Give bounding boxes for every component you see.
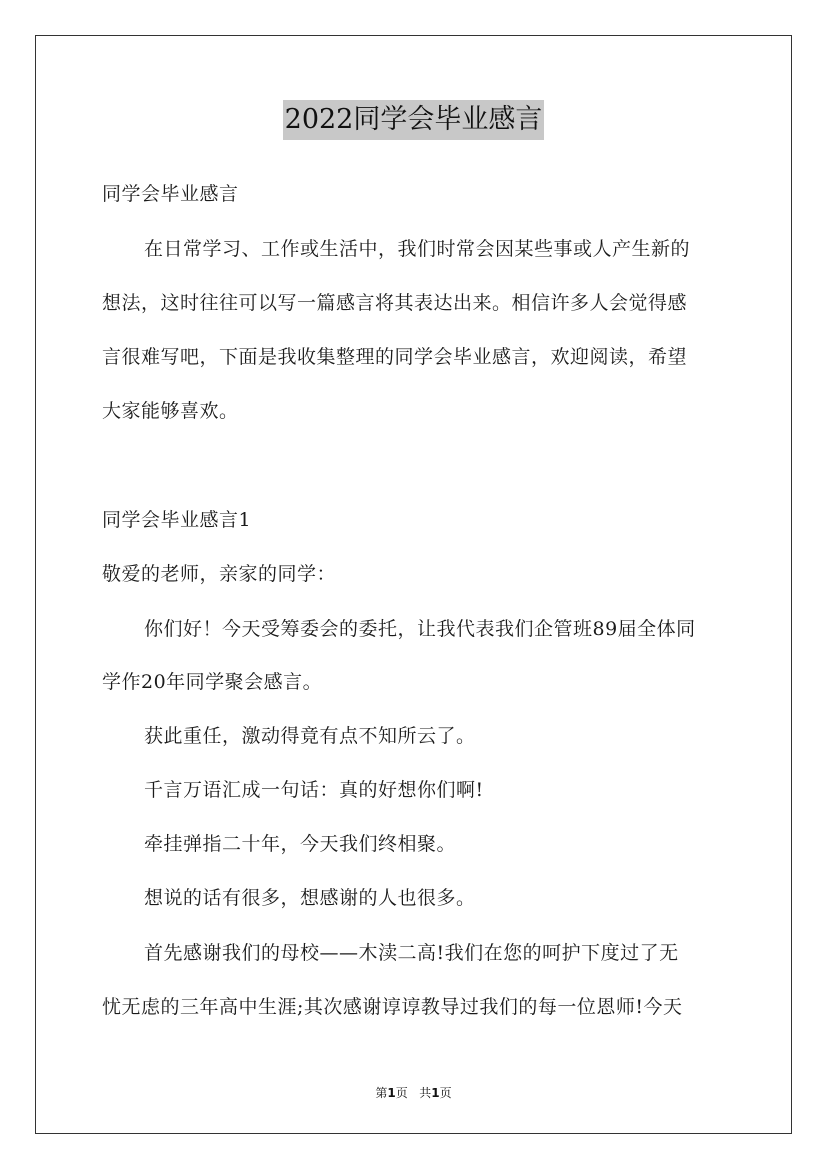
body-line-5: 牵挂弹指二十年，今天我们终相聚。 [144,833,457,855]
footer-total-suffix: 页 [439,1086,452,1100]
page-footer [0,1084,827,1101]
body-line-1: 你们好！今天受筹委会的委托，让我代表我们企管班89届全体同 [144,618,696,640]
document-title: 2022同学会毕业感言 [283,100,545,140]
intro-line-1: 在日常学习、工作或生活中，我们时常会因某些事或人产生新的 [144,238,691,260]
intro-line-2: 想法，这时往往可以写一篇感言将其表达出来。相信许多人会觉得感 [102,292,688,314]
footer-total-prefix: 共 [419,1086,432,1100]
footer-page-prefix: 第 [375,1086,388,1100]
salutation: 敬爱的老师，亲家的同学： [102,563,337,585]
body-line-8: 忧无虑的三年高中生涯;其次感谢谆谆教导过我们的每一位恩师!今天 [102,996,683,1018]
intro-line-4: 大家能够喜欢。 [102,400,239,422]
section-title: 同学会毕业感言1 [102,509,252,531]
body-line-6: 想说的话有很多，想感谢的人也很多。 [144,887,476,909]
footer-page-number: 1 [387,1086,396,1100]
document-heading: 同学会毕业感言 [102,183,239,205]
body-line-2: 学作20年同学聚会感言。 [102,671,323,693]
body-line-3: 获此重任，激动得竟有点不知所云了。 [144,725,476,747]
footer-total-number: 1 [431,1086,440,1100]
body-line-7: 首先感谢我们的母校——木渎二高!我们在您的呵护下度过了无 [144,942,679,964]
footer-page-suffix: 页 [395,1086,408,1100]
title-container [0,100,827,140]
body-line-4: 千言万语汇成一句话：真的好想你们啊! [144,779,484,801]
intro-line-3: 言很难写吧，下面是我收集整理的同学会毕业感言，欢迎阅读，希望 [102,346,688,368]
